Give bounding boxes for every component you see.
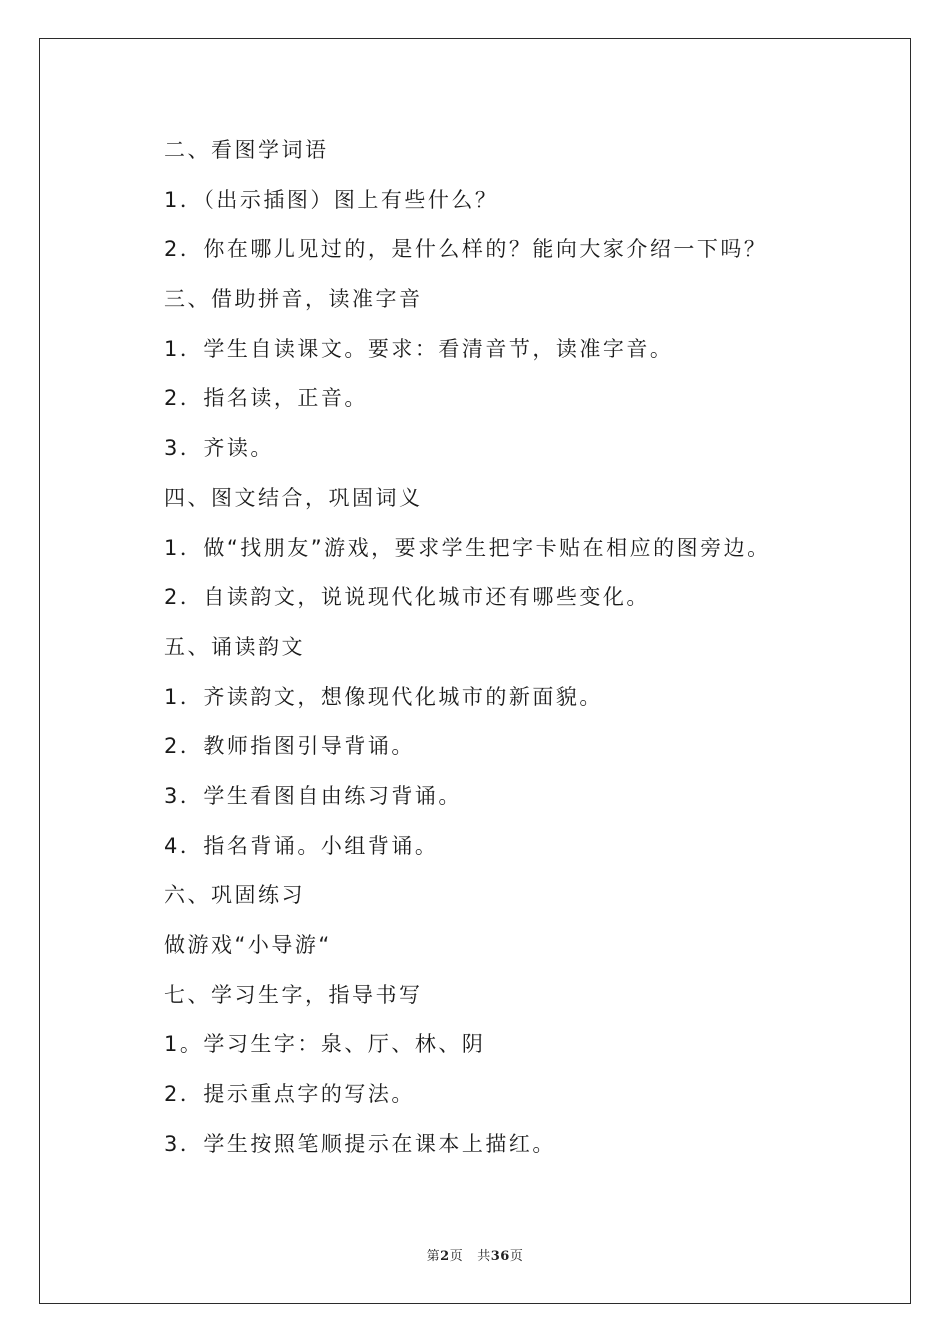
list-item: 1．做“找朋友”游戏，要求学生把字卡贴在相应的图旁边。 [164,535,771,560]
list-item: 1．齐读韵文，想像现代化城市的新面貌。 [164,684,603,709]
total-prefix: 共 [477,1249,491,1264]
list-item: 1．（出示插图）图上有些什么？ [164,187,499,212]
list-item: 3．齐读。 [164,436,274,461]
list-item: 2．提示重点字的写法。 [164,1082,415,1107]
page-footer [0,1245,950,1264]
list-item: 2．自读韵文，说说现代化城市还有哪些变化。 [164,585,650,610]
section-heading: 四、图文结合，巩固词义 [164,485,423,510]
total-suffix: 页 [509,1249,524,1264]
page-prefix: 第 [426,1249,441,1264]
page-suffix: 页 [449,1249,464,1264]
list-item: 2．教师指图引导背诵。 [164,734,415,759]
section-heading: 二、看图学词语 [164,138,329,162]
section-heading: 六、巩固练习 [164,883,305,908]
list-item: 2．指名读，正音。 [164,386,368,411]
list-item: 4．指名背诵。小组背诵。 [164,833,439,858]
list-item: 1。学习生字：泉、厅、林、阴 [164,1032,486,1057]
section-heading: 三、借助拼音，读准字音 [164,287,423,312]
document-body [164,126,864,1169]
total-pages: 36 [490,1249,510,1264]
section-heading: 七、学习生字，指导书写 [164,982,423,1007]
list-item: 1．学生自读课文。要求：看清音节，读准字音。 [164,336,674,361]
section-heading: 五、诵读韵文 [164,634,305,659]
list-item: 2．你在哪儿见过的，是什么样的？能向大家介绍一下吗？ [164,237,768,262]
list-item: 3．学生看图自由练习背诵。 [164,783,462,808]
list-item: 3．学生按照笔顺提示在课本上描红。 [164,1131,556,1156]
page-number: 2 [440,1249,450,1264]
paragraph: 做游戏“小导游“ [164,933,332,957]
